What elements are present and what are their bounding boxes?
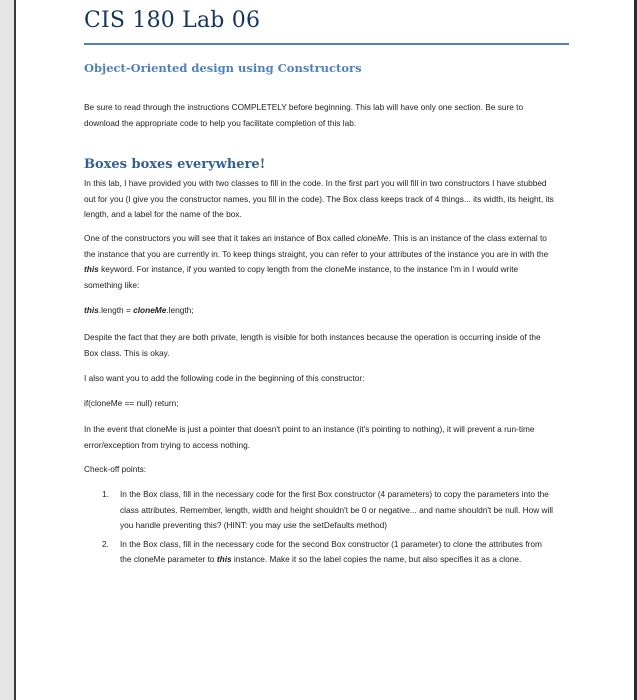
clone-me-italic: cloneMe	[357, 233, 389, 243]
window-left-frame	[0, 0, 14, 700]
this-keyword: this	[84, 305, 99, 315]
code-example-null-check: if(cloneMe == null) return;	[84, 398, 179, 408]
checkoff-item	[84, 537, 554, 568]
checkoff-text	[120, 539, 542, 565]
intro-paragraph: Be sure to read through the instructions COMPLETELY before beginning. This lab will have only one section. Be sure to download the appropriate code to help you facilitate completion of this lab.	[84, 102, 524, 128]
page-title: CIS 180 Lab 06	[84, 8, 261, 33]
document-page	[16, 0, 634, 700]
code-example-copy	[84, 303, 554, 319]
checkoff-list	[84, 487, 554, 571]
text-run: .length =	[98, 305, 134, 315]
this-keyword: this	[84, 264, 99, 274]
paragraph-null-explanation: In the event that cloneMe is just a pointer that doesn't point to an instance (it's pointing to nothing), it will prevent a run-time error/exception from trying to access nothing.	[84, 424, 535, 450]
paragraph-boxes-intro: In this lab, I have provided you with two classes to fill in the code. In the first part you will fill in two constructors I have stubbed out for you (I give you the constructor names, you fill in the code). The Box class keeps track of 4 things... its width, its height, its length, and a label for the name of the box.	[84, 178, 554, 219]
text-run: One of the constructors you will see that it takes an instance of Box called	[84, 233, 358, 243]
checkoff-item	[84, 487, 554, 534]
this-keyword: this	[216, 554, 232, 564]
checkoff-text: In the Box class, fill in the necessary code for the first Box constructor (4 parameters) to copy the parameters into the class attributes. Remember, length, width and height shouldn't be 0 or negative... and name shouldn't be null. How will you handle preventing this? (HINT: you may use the setDefaults method)	[120, 489, 554, 530]
paragraph-private-note: Despite the fact that they are both private, length is visible for both instances because the operation is occurring inside of the Box class. This is okay.	[84, 332, 541, 358]
paragraph-add-code: I also want you to add the following code in the beginning of this constructor:	[84, 373, 365, 383]
title-underline	[84, 43, 569, 45]
page-subtitle: Object-Oriented design using Constructors	[84, 61, 362, 75]
text-run: In the Box class, fill in the necessary code for the second Box constructor (1 parameter) to clone the attributes from the cloneMe parameter to	[120, 538, 542, 564]
clone-me-keyword: cloneMe	[133, 305, 167, 315]
checkoff-label: Check-off points:	[84, 464, 147, 474]
text-run: instance. Make it so the label copies the name, but also specifies it as a clone.	[231, 554, 522, 564]
section-heading: Boxes boxes everywhere!	[84, 157, 266, 172]
checkoff-number: 1.	[102, 489, 109, 499]
checkoff-number: 2.	[102, 538, 109, 549]
text-run: keyword. For instance, if you wanted to copy length from the cloneMe instance, to the instance I'm in I would write something like:	[84, 264, 519, 290]
paragraph-clone-constructor	[84, 231, 554, 293]
text-run: . This is an instance of the class external to the instance that you are currently in. To keep things straight, you can refer to your attributes of the instance you are in with the	[84, 233, 549, 259]
text-run: .length;	[166, 305, 194, 315]
